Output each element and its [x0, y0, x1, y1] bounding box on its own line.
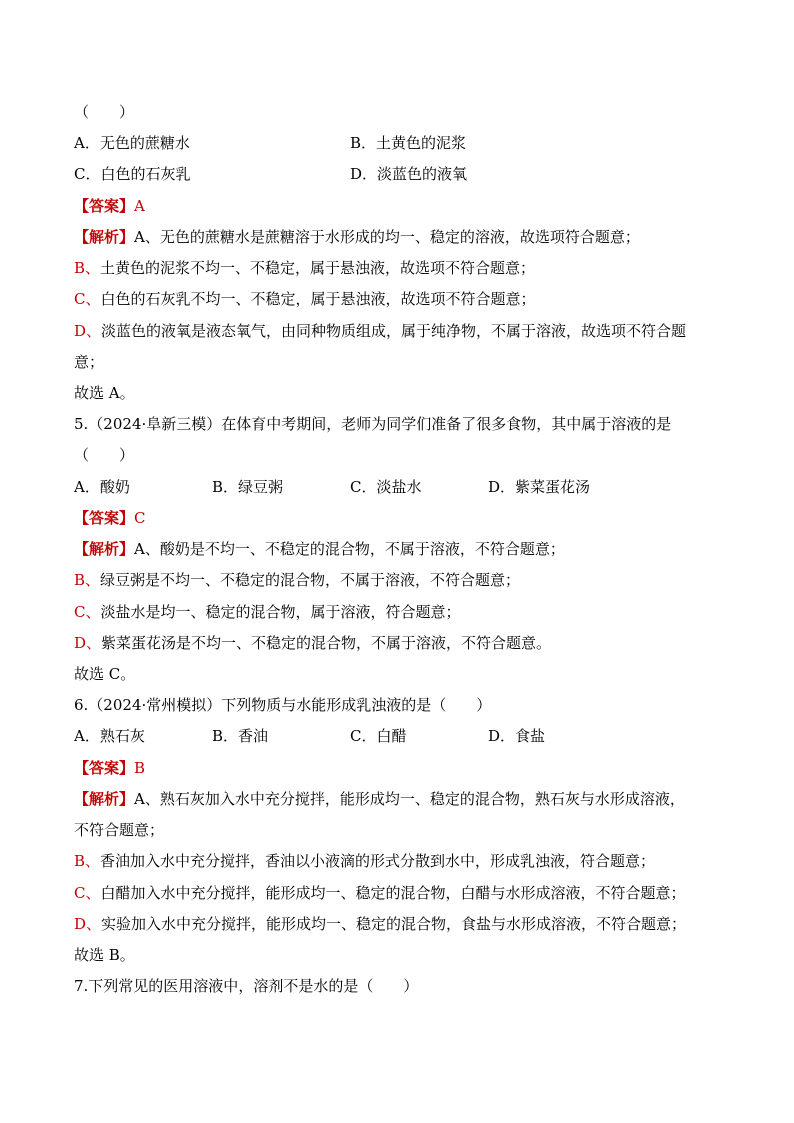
q4-analysis-line-2: B、土黄色的泥浆不均一、不稳定，属于悬浊液，故选项不符合题意；	[74, 259, 536, 277]
q4-analysis-line-5: 意；	[74, 353, 105, 371]
q5-conclusion: 故选 C。	[74, 665, 136, 683]
q6-option-c: C．白醋	[350, 727, 407, 745]
q5-analysis-line-1	[74, 539, 565, 559]
option-letter: D、	[74, 915, 102, 933]
answer-value: B	[134, 759, 146, 777]
q6-stem: 6.（2024·常州模拟）下列物质与水能形成乳浊液的是（ ）	[74, 696, 492, 714]
q5-analysis-line-2: B、绿豆粥是不均一、不稳定的混合物，不属于溶液，不符合题意；	[74, 571, 521, 589]
option-letter: B、	[74, 571, 101, 589]
answer-tag: 【答案】	[74, 197, 135, 215]
q6-option-a: A．熟石灰	[74, 727, 145, 745]
q4-analysis-line-3: C、白色的石灰乳不均一、不稳定，属于悬浊液，故选项不符合题意；	[74, 290, 536, 308]
analysis-text: A、无色的蔗糖水是蔗糖溶于水形成的均一、稳定的溶液，故选项符合题意；	[134, 228, 640, 246]
q5-option-b: B．绿豆粥	[212, 478, 284, 496]
option-letter: C、	[74, 290, 101, 308]
q6-option-d: D．食盐	[488, 727, 546, 745]
answer-tag: 【答案】	[74, 509, 135, 527]
q6-analysis-line-2: 不符合题意；	[74, 821, 165, 839]
q6-analysis-line-5: D、实验加入水中充分搅拌，能形成均一、稳定的混合物，食盐与水形成溶液，不符合题意；	[74, 915, 687, 933]
answer-value: A	[134, 197, 145, 215]
option-letter: D、	[74, 634, 102, 652]
option-letter: B、	[74, 259, 101, 277]
answer-value: C	[134, 509, 146, 527]
q6-option-b: B．香油	[212, 727, 269, 745]
q7-stem: 7.下列常见的医用溶液中，溶剂不是水的是（ ）	[74, 977, 419, 995]
answer-tag: 【答案】	[74, 759, 135, 777]
q4-option-b: B．土黄色的泥浆	[350, 134, 467, 152]
q6-analysis-line-4: C、白醋加入水中充分搅拌，能形成均一、稳定的混合物，白醋与水形成溶液，不符合题意；	[74, 884, 686, 902]
analysis-tag: 【解析】	[74, 540, 135, 558]
option-letter: B、	[74, 852, 101, 870]
analysis-text: A、酸奶是不均一、不稳定的混合物，不属于溶液，不符合题意；	[134, 540, 565, 558]
analysis-text: A、熟石灰加入水中充分搅拌，能形成均一、稳定的混合物，熟石灰与水形成溶液，	[134, 790, 685, 808]
q6-answer	[74, 758, 145, 778]
q4-analysis-line-1	[74, 227, 640, 247]
q6-analysis-line-3: B、香油加入水中充分搅拌，香油以小液滴的形式分散到水中，形成乳浊液，符合题意；	[74, 852, 656, 870]
option-letter: D、	[74, 322, 102, 340]
q6-conclusion: 故选 B。	[74, 946, 135, 964]
option-letter: C、	[74, 603, 101, 621]
q5-analysis-line-3: C、淡盐水是均一、稳定的混合物，属于溶液，符合题意；	[74, 603, 461, 621]
q4-option-c: C．白色的石灰乳	[74, 165, 191, 183]
q5-analysis-line-4: D、紫菜蛋花汤是不均一、不稳定的混合物，不属于溶液，不符合题意。	[74, 634, 552, 652]
analysis-tag: 【解析】	[74, 790, 135, 808]
analysis-tag: 【解析】	[74, 228, 135, 246]
q5-stem: 5.（2024·阜新三模）在体育中考期间，老师为同学们准备了很多食物，其中属于溶液的是	[74, 415, 672, 433]
q4-analysis-line-4: D、淡蓝色的液氧是液态氧气，由同种物质组成，属于纯净物，不属于溶液，故选项不符合题	[74, 322, 687, 340]
q4-conclusion: 故选 A。	[74, 384, 135, 402]
q4-option-d: D．淡蓝色的液氧	[350, 165, 468, 183]
q4-paren: （ ）	[74, 103, 135, 121]
q5-option-a: A．酸奶	[74, 478, 130, 496]
q6-analysis-line-1	[74, 789, 685, 809]
q5-option-c: C．淡盐水	[350, 478, 422, 496]
q5-option-d: D．紫菜蛋花汤	[488, 478, 591, 496]
q5-paren: （ ）	[74, 446, 135, 464]
q4-answer	[74, 196, 145, 216]
q5-answer	[74, 508, 146, 528]
q4-option-a: A．无色的蔗糖水	[74, 134, 190, 152]
option-letter: C、	[74, 884, 101, 902]
